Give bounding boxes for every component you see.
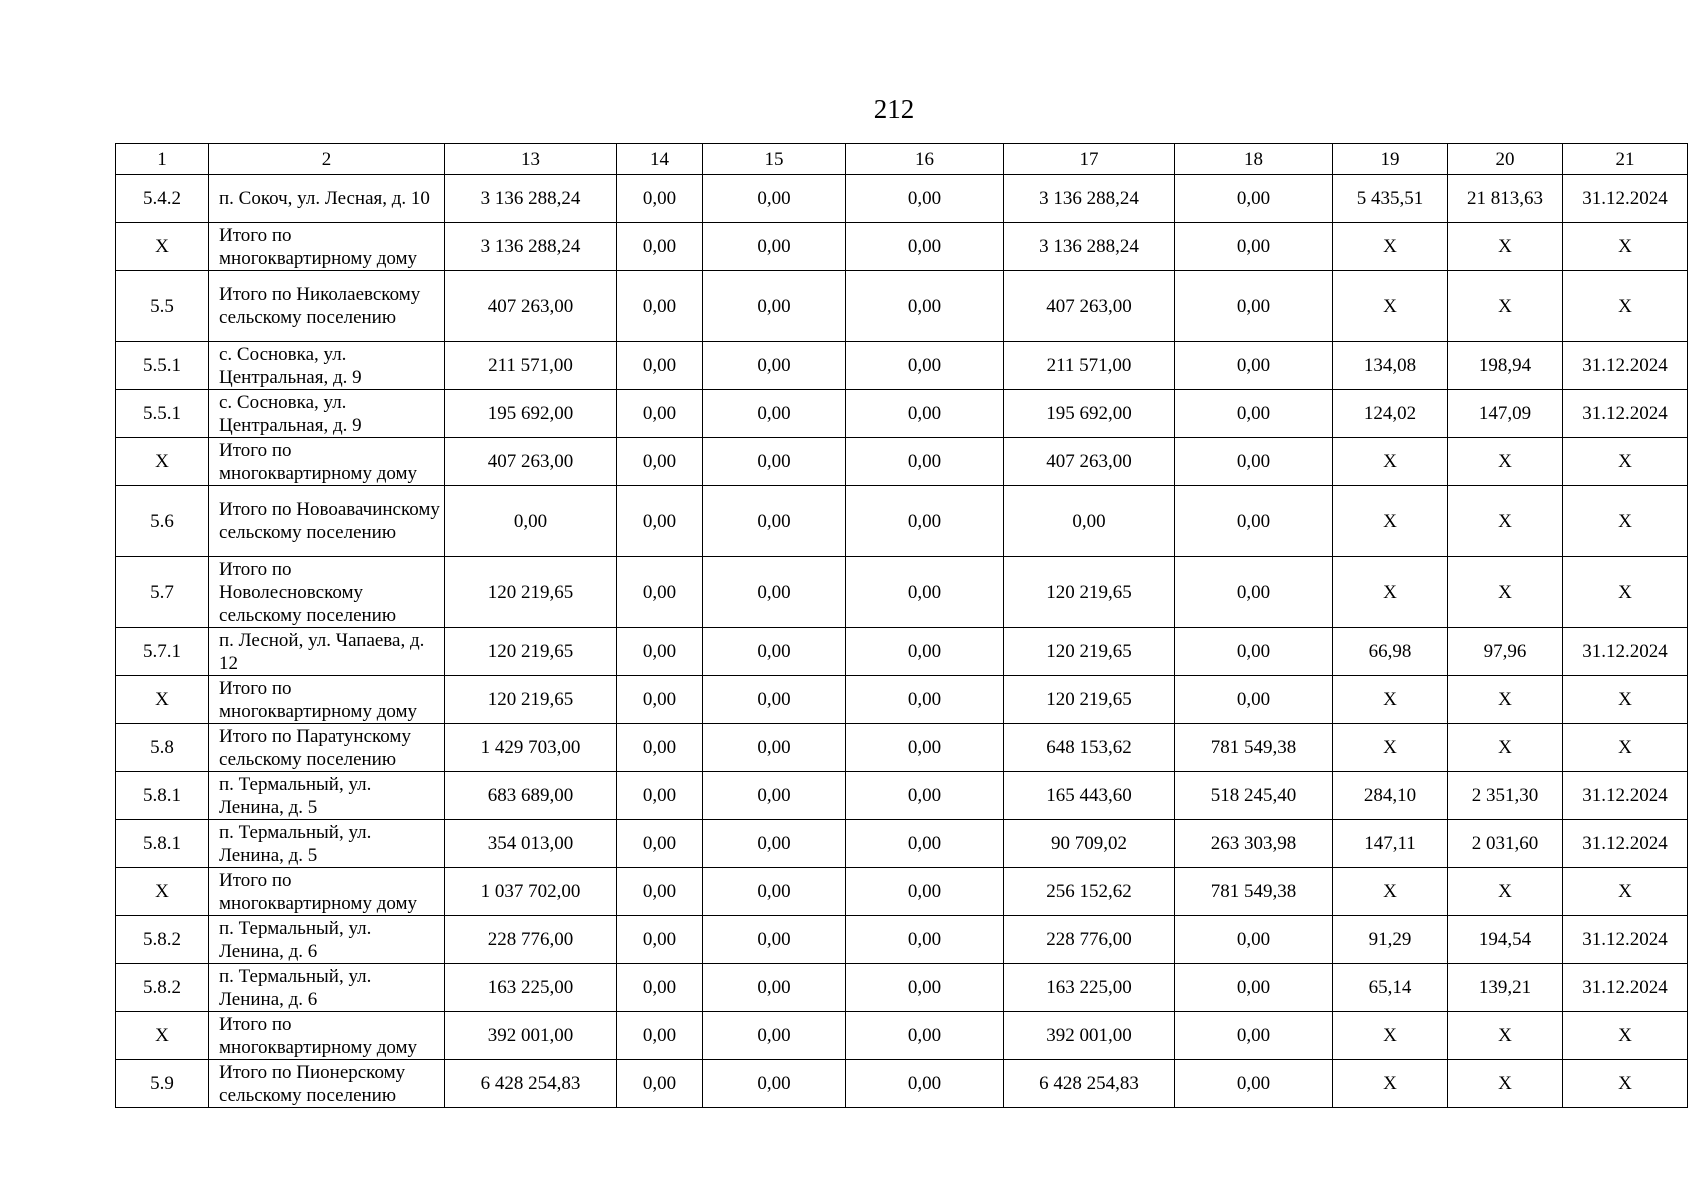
cell-value: 0,00 xyxy=(703,342,846,390)
cell-value: 648 153,62 xyxy=(1004,724,1175,772)
cell-value: 0,00 xyxy=(703,1060,846,1108)
column-header: 13 xyxy=(445,144,617,175)
cell-date: X xyxy=(1563,724,1688,772)
cell-value: 0,00 xyxy=(703,175,846,223)
cell-value: 5 435,51 xyxy=(1333,175,1448,223)
cell-value: 0,00 xyxy=(445,486,617,557)
cell-value: 0,00 xyxy=(1175,223,1333,271)
cell-value: 0,00 xyxy=(703,868,846,916)
cell-value: 3 136 288,24 xyxy=(1004,223,1175,271)
cell-value: 0,00 xyxy=(846,175,1004,223)
cell-value: 91,29 xyxy=(1333,916,1448,964)
cell-date: X xyxy=(1563,1060,1688,1108)
cell-value: 683 689,00 xyxy=(445,772,617,820)
cell-value: 0,00 xyxy=(617,390,703,438)
cell-name: п. Термальный, ул. Ленина, д. 6 xyxy=(209,964,445,1012)
cell-name: Итого по Паратунскому сельскому поселению xyxy=(209,724,445,772)
cell-value: X xyxy=(1333,438,1448,486)
column-header: 14 xyxy=(617,144,703,175)
table-row xyxy=(116,676,1688,724)
cell-value: 407 263,00 xyxy=(445,271,617,342)
table-row xyxy=(116,820,1688,868)
cell-value: 0,00 xyxy=(703,557,846,628)
cell-date: 31.12.2024 xyxy=(1563,916,1688,964)
cell-value: X xyxy=(1333,724,1448,772)
cell-value: 407 263,00 xyxy=(1004,438,1175,486)
cell-name: Итого по Пионерскому сельскому поселению xyxy=(209,1060,445,1108)
cell-value: 147,09 xyxy=(1448,390,1563,438)
cell-value: 120 219,65 xyxy=(1004,676,1175,724)
cell-value: 2 031,60 xyxy=(1448,820,1563,868)
cell-value: 392 001,00 xyxy=(1004,1012,1175,1060)
table-row xyxy=(116,486,1688,557)
cell-value: 65,14 xyxy=(1333,964,1448,1012)
cell-value: 0,00 xyxy=(617,486,703,557)
cell-value: 6 428 254,83 xyxy=(445,1060,617,1108)
cell-value: 0,00 xyxy=(1175,916,1333,964)
cell-value: 354 013,00 xyxy=(445,820,617,868)
cell-number: 5.8 xyxy=(116,724,209,772)
cell-value: 147,11 xyxy=(1333,820,1448,868)
cell-name: п. Сокоч, ул. Лесная, д. 10 xyxy=(209,175,445,223)
cell-value: 163 225,00 xyxy=(1004,964,1175,1012)
cell-value: 0,00 xyxy=(703,271,846,342)
cell-number: X xyxy=(116,438,209,486)
cell-value: 0,00 xyxy=(1175,342,1333,390)
cell-value: 263 303,98 xyxy=(1175,820,1333,868)
cell-value: X xyxy=(1448,223,1563,271)
cell-number: 5.8.1 xyxy=(116,772,209,820)
table-row xyxy=(116,438,1688,486)
cell-value: 90 709,02 xyxy=(1004,820,1175,868)
cell-value: 97,96 xyxy=(1448,628,1563,676)
cell-value: 163 225,00 xyxy=(445,964,617,1012)
cell-name: с. Сосновка, ул. Центральная, д. 9 xyxy=(209,342,445,390)
cell-value: 0,00 xyxy=(617,342,703,390)
cell-value: 0,00 xyxy=(846,390,1004,438)
cell-value: 228 776,00 xyxy=(445,916,617,964)
cell-value: 256 152,62 xyxy=(1004,868,1175,916)
cell-value: 1 429 703,00 xyxy=(445,724,617,772)
cell-name: п. Термальный, ул. Ленина, д. 6 xyxy=(209,916,445,964)
cell-value: 0,00 xyxy=(846,820,1004,868)
table-row xyxy=(116,916,1688,964)
cell-date: X xyxy=(1563,868,1688,916)
cell-value: 0,00 xyxy=(703,724,846,772)
cell-value: X xyxy=(1448,676,1563,724)
cell-number: 5.4.2 xyxy=(116,175,209,223)
cell-name: Итого по многоквартирному дому xyxy=(209,1012,445,1060)
table-row xyxy=(116,342,1688,390)
cell-number: 5.5.1 xyxy=(116,390,209,438)
cell-date: X xyxy=(1563,271,1688,342)
cell-value: 0,00 xyxy=(846,676,1004,724)
cell-value: 6 428 254,83 xyxy=(1004,1060,1175,1108)
cell-value: 0,00 xyxy=(703,916,846,964)
cell-value: 0,00 xyxy=(846,724,1004,772)
cell-value: 1 037 702,00 xyxy=(445,868,617,916)
cell-value: 21 813,63 xyxy=(1448,175,1563,223)
cell-value: 0,00 xyxy=(617,820,703,868)
cell-value: 124,02 xyxy=(1333,390,1448,438)
cell-value: 0,00 xyxy=(617,271,703,342)
cell-value: 120 219,65 xyxy=(1004,628,1175,676)
cell-name: Итого по Новолесновскому сельскому поселению xyxy=(209,557,445,628)
cell-value: 0,00 xyxy=(703,486,846,557)
cell-date: 31.12.2024 xyxy=(1563,175,1688,223)
cell-value: 0,00 xyxy=(703,964,846,1012)
cell-value: X xyxy=(1448,557,1563,628)
table-row xyxy=(116,628,1688,676)
table-row xyxy=(116,175,1688,223)
cell-value: 0,00 xyxy=(617,438,703,486)
cell-value: 407 263,00 xyxy=(1004,271,1175,342)
cell-value: 392 001,00 xyxy=(445,1012,617,1060)
cell-value: 0,00 xyxy=(1175,175,1333,223)
cell-value: 120 219,65 xyxy=(445,557,617,628)
cell-value: 0,00 xyxy=(1175,964,1333,1012)
cell-value: 0,00 xyxy=(1175,486,1333,557)
cell-value: 0,00 xyxy=(1175,271,1333,342)
cell-value: 198,94 xyxy=(1448,342,1563,390)
cell-value: 0,00 xyxy=(846,772,1004,820)
cell-value: 0,00 xyxy=(617,628,703,676)
cell-date: 31.12.2024 xyxy=(1563,390,1688,438)
column-header: 21 xyxy=(1563,144,1688,175)
cell-value: 0,00 xyxy=(703,628,846,676)
cell-value: 0,00 xyxy=(1175,1012,1333,1060)
cell-value: 120 219,65 xyxy=(445,628,617,676)
cell-number: 5.5 xyxy=(116,271,209,342)
cell-value: 0,00 xyxy=(617,676,703,724)
cell-name: Итого по многоквартирному дому xyxy=(209,868,445,916)
table-row xyxy=(116,223,1688,271)
cell-value: 0,00 xyxy=(703,772,846,820)
cell-value: 2 351,30 xyxy=(1448,772,1563,820)
cell-date: X xyxy=(1563,1012,1688,1060)
column-header: 16 xyxy=(846,144,1004,175)
cell-value: 0,00 xyxy=(1175,628,1333,676)
cell-value: 0,00 xyxy=(846,868,1004,916)
cell-value: 781 549,38 xyxy=(1175,724,1333,772)
column-header: 18 xyxy=(1175,144,1333,175)
cell-value: 0,00 xyxy=(703,390,846,438)
cell-value: 0,00 xyxy=(846,1060,1004,1108)
cell-value: 0,00 xyxy=(617,1012,703,1060)
cell-value: 0,00 xyxy=(617,964,703,1012)
table-row xyxy=(116,1012,1688,1060)
page-number: 212 xyxy=(873,94,915,124)
cell-value: 0,00 xyxy=(846,628,1004,676)
column-header: 15 xyxy=(703,144,846,175)
cell-number: X xyxy=(116,676,209,724)
cell-date: 31.12.2024 xyxy=(1563,964,1688,1012)
cell-date: X xyxy=(1563,676,1688,724)
cell-number: 5.7.1 xyxy=(116,628,209,676)
table-row xyxy=(116,271,1688,342)
cell-value: 0,00 xyxy=(617,868,703,916)
cell-date: X xyxy=(1563,223,1688,271)
table-row xyxy=(116,772,1688,820)
cell-date: 31.12.2024 xyxy=(1563,820,1688,868)
cell-name: Итого по многоквартирному дому xyxy=(209,438,445,486)
cell-value: 211 571,00 xyxy=(1004,342,1175,390)
column-header: 19 xyxy=(1333,144,1448,175)
cell-number: 5.8.1 xyxy=(116,820,209,868)
cell-value: 781 549,38 xyxy=(1175,868,1333,916)
cell-value: X xyxy=(1333,223,1448,271)
cell-value: 518 245,40 xyxy=(1175,772,1333,820)
cell-value: 407 263,00 xyxy=(445,438,617,486)
cell-value: 228 776,00 xyxy=(1004,916,1175,964)
cell-value: 3 136 288,24 xyxy=(1004,175,1175,223)
cell-value: 0,00 xyxy=(617,1060,703,1108)
cell-name: Итого по Николаевскому сельскому поселению xyxy=(209,271,445,342)
cell-value: 0,00 xyxy=(846,916,1004,964)
cell-value: 0,00 xyxy=(617,557,703,628)
cell-value: X xyxy=(1448,1060,1563,1108)
cell-value: X xyxy=(1333,271,1448,342)
cell-value: 0,00 xyxy=(846,438,1004,486)
column-header: 20 xyxy=(1448,144,1563,175)
cell-date: 31.12.2024 xyxy=(1563,772,1688,820)
table-row xyxy=(116,1060,1688,1108)
cell-value: 0,00 xyxy=(617,175,703,223)
table-row xyxy=(116,724,1688,772)
cell-number: 5.9 xyxy=(116,1060,209,1108)
cell-value: 0,00 xyxy=(617,916,703,964)
cell-date: X xyxy=(1563,438,1688,486)
cell-number: X xyxy=(116,1012,209,1060)
cell-value: 139,21 xyxy=(1448,964,1563,1012)
cell-value: 0,00 xyxy=(846,223,1004,271)
cell-date: X xyxy=(1563,557,1688,628)
cell-value: 66,98 xyxy=(1333,628,1448,676)
cell-value: 0,00 xyxy=(846,964,1004,1012)
cell-number: 5.6 xyxy=(116,486,209,557)
cell-value: 0,00 xyxy=(703,820,846,868)
cell-value: X xyxy=(1448,868,1563,916)
cell-value: 120 219,65 xyxy=(445,676,617,724)
cell-name: с. Сосновка, ул. Центральная, д. 9 xyxy=(209,390,445,438)
cell-value: 195 692,00 xyxy=(445,390,617,438)
column-header: 17 xyxy=(1004,144,1175,175)
cell-date: 31.12.2024 xyxy=(1563,628,1688,676)
cell-name: Итого по многоквартирному дому xyxy=(209,676,445,724)
cell-value: 165 443,60 xyxy=(1004,772,1175,820)
cell-number: 5.8.2 xyxy=(116,964,209,1012)
cell-value: X xyxy=(1448,1012,1563,1060)
cell-date: 31.12.2024 xyxy=(1563,342,1688,390)
cell-value: X xyxy=(1333,486,1448,557)
data-table xyxy=(115,143,1688,1108)
cell-value: X xyxy=(1333,1012,1448,1060)
cell-value: 284,10 xyxy=(1333,772,1448,820)
cell-value: 120 219,65 xyxy=(1004,557,1175,628)
cell-value: 0,00 xyxy=(846,557,1004,628)
cell-value: 0,00 xyxy=(846,342,1004,390)
cell-value: 0,00 xyxy=(617,724,703,772)
table-row xyxy=(116,390,1688,438)
cell-value: X xyxy=(1333,676,1448,724)
cell-value: X xyxy=(1333,868,1448,916)
cell-name: Итого по многоквартирному дому xyxy=(209,223,445,271)
cell-name: п. Лесной, ул. Чапаева, д. 12 xyxy=(209,628,445,676)
cell-name: п. Термальный, ул. Ленина, д. 5 xyxy=(209,772,445,820)
cell-value: 0,00 xyxy=(1175,557,1333,628)
cell-value: X xyxy=(1448,438,1563,486)
table-row xyxy=(116,557,1688,628)
cell-number: 5.7 xyxy=(116,557,209,628)
cell-value: 194,54 xyxy=(1448,916,1563,964)
cell-value: 134,08 xyxy=(1333,342,1448,390)
cell-name: Итого по Новоавачинскому сельскому поселению xyxy=(209,486,445,557)
cell-value: 0,00 xyxy=(617,223,703,271)
cell-value: X xyxy=(1448,486,1563,557)
cell-value: 0,00 xyxy=(617,772,703,820)
cell-number: X xyxy=(116,868,209,916)
cell-date: X xyxy=(1563,486,1688,557)
cell-value: X xyxy=(1448,271,1563,342)
cell-value: 0,00 xyxy=(1175,390,1333,438)
column-header: 1 xyxy=(116,144,209,175)
cell-value: 0,00 xyxy=(846,271,1004,342)
column-header: 2 xyxy=(209,144,445,175)
cell-value: 0,00 xyxy=(703,676,846,724)
table-row xyxy=(116,868,1688,916)
cell-number: 5.5.1 xyxy=(116,342,209,390)
table-row xyxy=(116,964,1688,1012)
cell-value: 3 136 288,24 xyxy=(445,223,617,271)
cell-value: 0,00 xyxy=(703,1012,846,1060)
cell-value: 0,00 xyxy=(1175,438,1333,486)
header-row xyxy=(116,144,1688,175)
cell-name: п. Термальный, ул. Ленина, д. 5 xyxy=(209,820,445,868)
cell-value: 0,00 xyxy=(1175,676,1333,724)
cell-value: X xyxy=(1333,557,1448,628)
cell-value: X xyxy=(1448,724,1563,772)
cell-value: 3 136 288,24 xyxy=(445,175,617,223)
cell-value: 211 571,00 xyxy=(445,342,617,390)
cell-value: 0,00 xyxy=(1004,486,1175,557)
cell-value: 0,00 xyxy=(703,223,846,271)
cell-number: X xyxy=(116,223,209,271)
cell-number: 5.8.2 xyxy=(116,916,209,964)
cell-value: X xyxy=(1333,1060,1448,1108)
cell-value: 0,00 xyxy=(1175,1060,1333,1108)
cell-value: 0,00 xyxy=(846,1012,1004,1060)
cell-value: 0,00 xyxy=(703,438,846,486)
cell-value: 0,00 xyxy=(846,486,1004,557)
cell-value: 195 692,00 xyxy=(1004,390,1175,438)
